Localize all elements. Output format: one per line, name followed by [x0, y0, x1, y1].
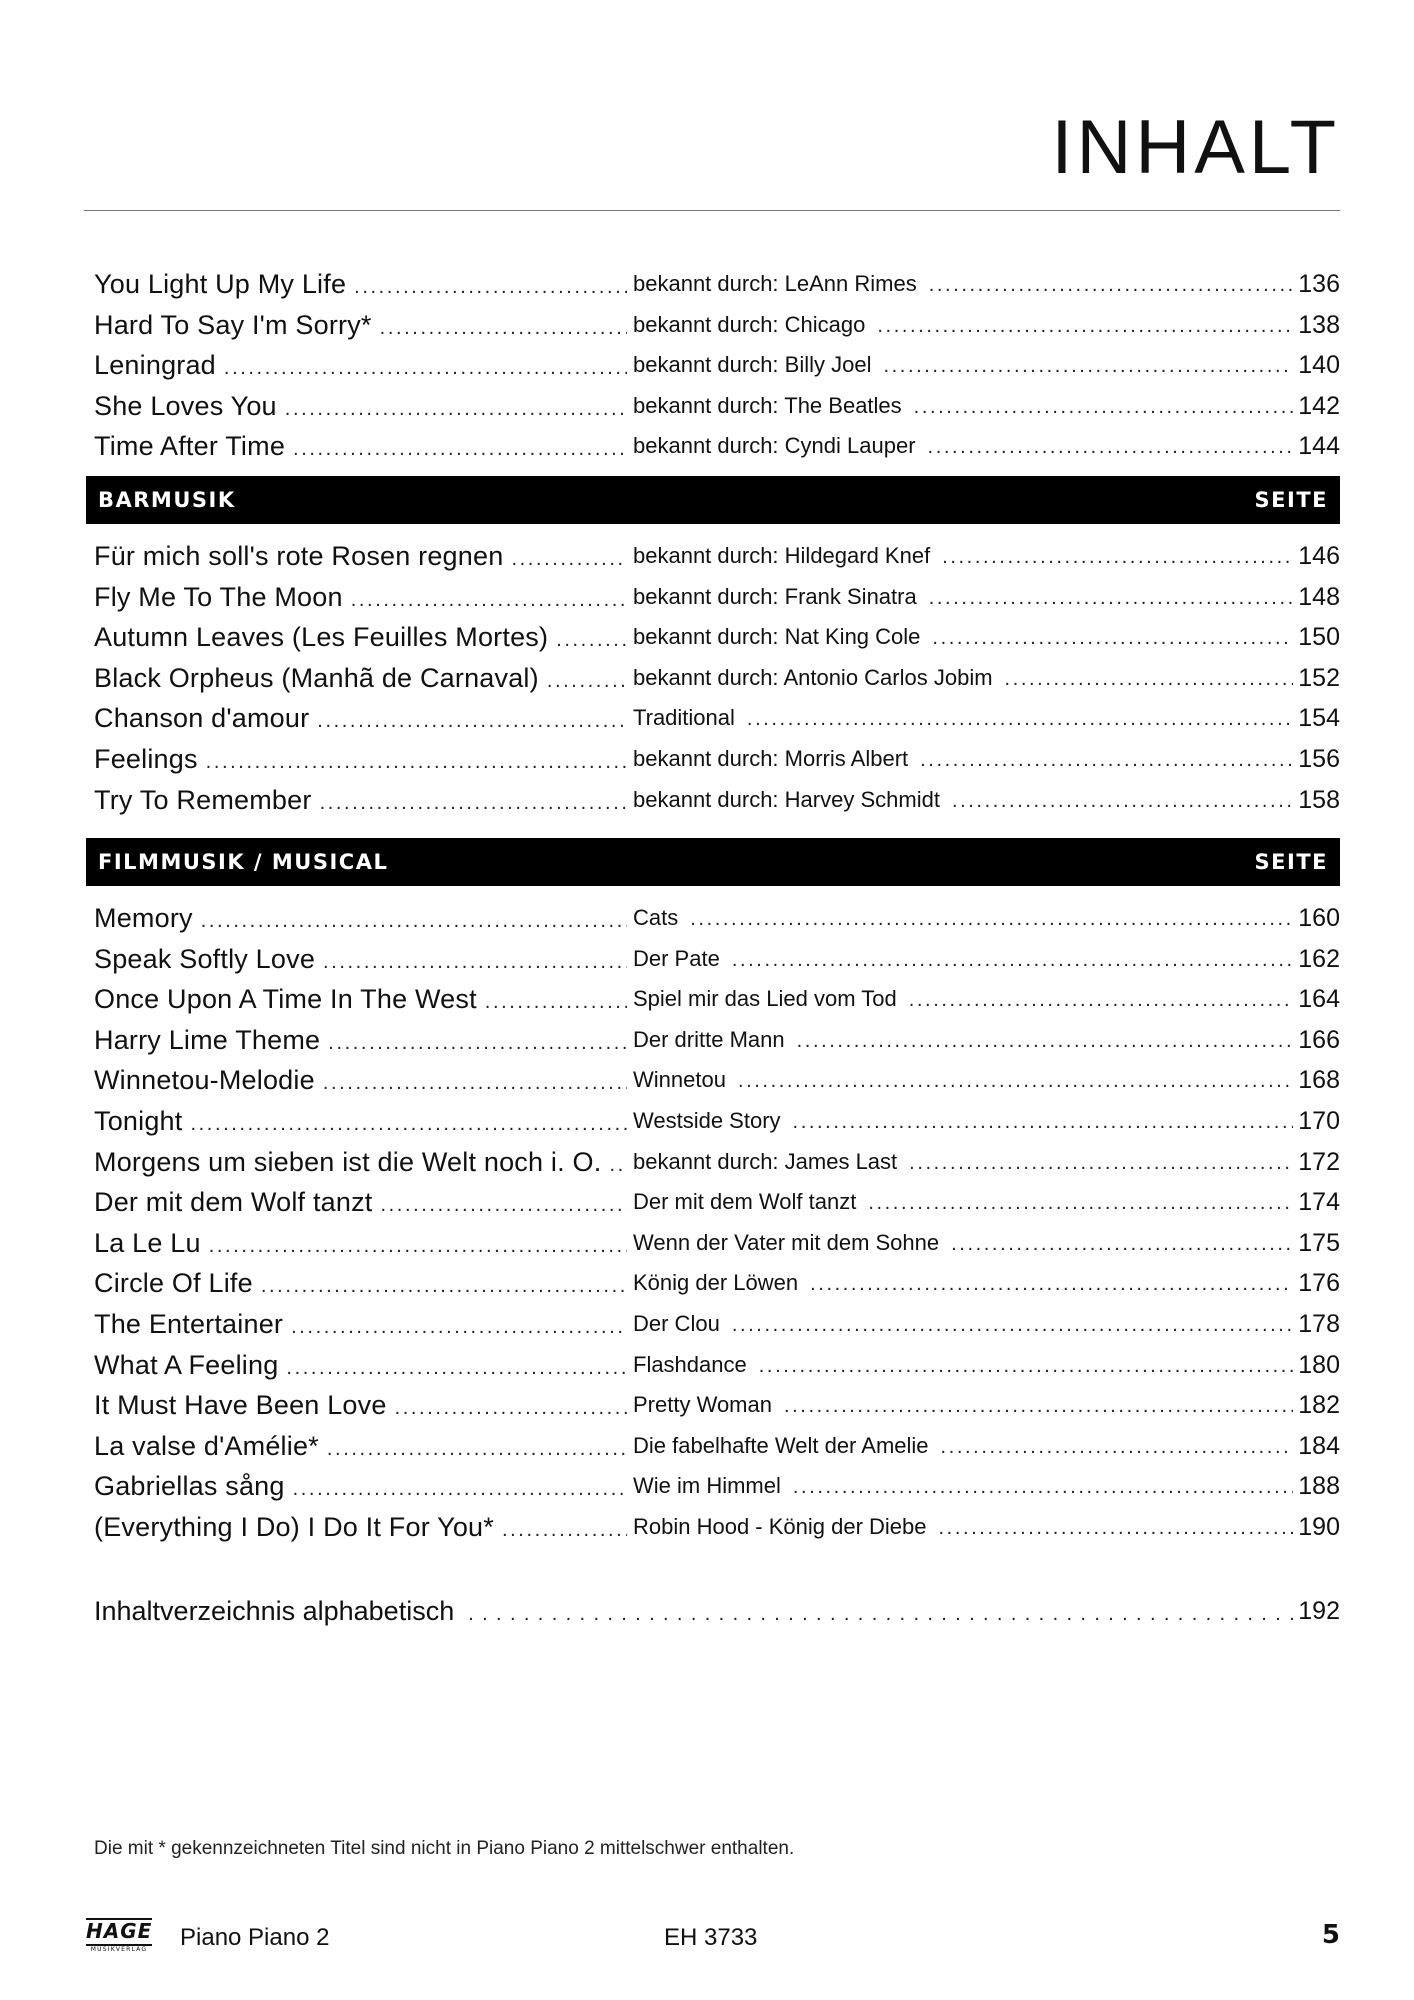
- toc-entry-title: The Entertainer: [94, 1308, 284, 1339]
- dot-leader: [941, 1427, 1293, 1467]
- toc-entry-page: 138: [1298, 310, 1340, 339]
- toc-entry-source: Der Clou: [633, 1310, 720, 1336]
- toc-entry-title-cell: [94, 1304, 627, 1345]
- toc-entry-source-cell: [633, 1142, 1293, 1183]
- dot-leader: [293, 1469, 627, 1507]
- toc-entry-source-cell: [633, 698, 1293, 739]
- toc-entry-page: 166: [1298, 1025, 1340, 1054]
- toc-entry-source: Wenn der Vater mit dem Sohne: [633, 1229, 940, 1255]
- toc-entry-source-cell: [633, 1263, 1293, 1304]
- toc-entry-page: 178: [1298, 1309, 1340, 1338]
- dot-leader: [690, 899, 1293, 939]
- toc-entry-title-cell: [94, 1466, 627, 1507]
- toc-entry-title: La Le Lu: [94, 1227, 201, 1258]
- toc-entry-source-cell: [633, 1304, 1293, 1345]
- toc-entry-page: 174: [1298, 1188, 1340, 1217]
- toc-entry-source: bekannt durch: Frank Sinatra: [633, 583, 917, 609]
- toc-entry[interactable]: [86, 698, 1340, 739]
- toc-entry-source: bekannt durch: Antonio Carlos Jobim: [633, 664, 993, 690]
- toc-entry-title: Morgens um sieben ist die Welt noch i. O.: [94, 1146, 602, 1177]
- toc-entry-source: Wie im Himmel: [633, 1473, 781, 1499]
- toc-entry-title-cell: [94, 739, 627, 780]
- toc-entry-page: 146: [1298, 542, 1340, 570]
- dot-leader: [323, 942, 627, 980]
- dot-leader: [323, 1063, 627, 1101]
- toc-entry[interactable]: [86, 780, 1340, 821]
- toc-entry-title: Once Upon A Time In The West: [94, 984, 477, 1015]
- toc-entry-title-cell: [94, 1385, 627, 1426]
- dot-leader: [291, 1307, 627, 1345]
- toc-entry-source: bekannt durch: Harvey Schmidt: [633, 786, 940, 812]
- book-title: Piano Piano 2: [180, 1924, 330, 1951]
- toc-entry-title: Circle Of Life: [94, 1268, 253, 1299]
- toc-entry-title: Der mit dem Wolf tanzt: [94, 1187, 373, 1218]
- logo-wordmark: HAGE: [86, 1918, 152, 1946]
- toc-entry-source: Winnetou: [633, 1067, 726, 1093]
- dot-leader: [909, 1143, 1293, 1183]
- dot-leader: [797, 1021, 1293, 1061]
- toc-entry-page: 192: [1298, 1597, 1340, 1625]
- toc-entry-source: Flashdance: [633, 1351, 747, 1377]
- page-number: 5: [1321, 1920, 1340, 1950]
- toc-entry-title-cell: [94, 386, 627, 427]
- toc-entry-page: 154: [1298, 704, 1340, 733]
- toc-entry-source: bekannt durch: Hildegard Knef: [633, 543, 931, 568]
- dot-leader: [1005, 659, 1293, 699]
- section-header-page-label: SEITE: [1254, 488, 1328, 512]
- toc-entry-source-cell: [633, 577, 1293, 618]
- toc-entry-source-cell: [633, 1020, 1293, 1061]
- dot-leader: [868, 1183, 1293, 1223]
- dot-leader: [914, 387, 1293, 427]
- toc-group-intro: [86, 264, 1340, 467]
- toc-entry[interactable]: [86, 739, 1340, 780]
- toc-entry[interactable]: [86, 1466, 1340, 1507]
- toc-entry-title-cell: [94, 979, 627, 1020]
- dot-leader: [328, 1023, 627, 1061]
- toc-entry-title: She Loves You: [94, 390, 277, 421]
- toc-entry-page: 170: [1298, 1106, 1340, 1135]
- toc-entry-title-cell: [94, 1142, 627, 1183]
- dot-leader: [320, 783, 627, 821]
- toc-entry-page: 182: [1298, 1391, 1340, 1420]
- toc-entry-source: bekannt durch: Chicago: [633, 311, 866, 337]
- toc-entry-source-cell: [633, 1466, 1293, 1507]
- dot-leader: [929, 578, 1293, 618]
- toc-entry-source-cell: [633, 264, 1293, 305]
- toc-entry-page: 162: [1298, 944, 1340, 973]
- toc-entry-title-cell: [94, 1345, 627, 1386]
- toc-group-filmmusik: [86, 898, 1340, 1548]
- toc-entry-title-cell: [94, 1101, 627, 1142]
- page-footer: [0, 1918, 1414, 1968]
- toc-entry[interactable]: [86, 1263, 1340, 1304]
- toc-entry-title: It Must Have Been Love: [94, 1390, 387, 1421]
- toc-entry-source: Der mit dem Wolf tanzt: [633, 1189, 857, 1215]
- toc-entry-title-cell: [94, 1263, 627, 1304]
- dot-leader: [468, 1594, 1293, 1632]
- toc-entry[interactable]: [86, 264, 1340, 305]
- section-header-barmusik: [86, 476, 1340, 524]
- dot-leader: [810, 1264, 1293, 1304]
- toc-entry[interactable]: [86, 658, 1340, 699]
- toc-entry-source-cell: [633, 1060, 1293, 1101]
- dot-leader: [285, 389, 627, 427]
- dot-leader: [929, 265, 1293, 305]
- toc-entry-page: 176: [1298, 1269, 1340, 1298]
- toc-entry-page: 188: [1298, 1472, 1340, 1501]
- toc-entry-page: 152: [1298, 663, 1340, 692]
- toc-entry-source: bekannt durch: Morris Albert: [633, 745, 909, 771]
- toc-entry-source-cell: [633, 898, 1293, 939]
- dot-leader: [952, 781, 1293, 821]
- dot-leader: [380, 308, 627, 346]
- dot-leader: [380, 1185, 627, 1223]
- dot-leader: [547, 661, 627, 699]
- toc-entry-title-cell: [94, 577, 627, 618]
- dot-leader: [293, 429, 627, 467]
- toc-entry-page: 148: [1298, 582, 1340, 611]
- toc-entry-source: bekannt durch: Nat King Cole: [633, 624, 921, 650]
- section-header-filmmusik: [86, 838, 1340, 886]
- toc-entry-source-cell: [633, 536, 1293, 577]
- toc-entry-source-cell: [633, 739, 1293, 780]
- dot-leader: [354, 267, 627, 305]
- toc-entry-title-cell: [94, 780, 627, 821]
- toc-entry-source: bekannt durch: James Last: [633, 1148, 898, 1174]
- toc-entry-source: Westside Story: [633, 1107, 781, 1133]
- dot-leader: [939, 1508, 1293, 1548]
- logo-subtext: MUSIKVERLAG: [90, 1946, 148, 1953]
- toc-entry-source: Traditional: [633, 705, 735, 731]
- toc-entry-title-cell: [94, 1182, 627, 1223]
- toc-entry-source-cell: [633, 1345, 1293, 1386]
- toc-entry[interactable]: [86, 1426, 1340, 1467]
- dot-leader: [224, 348, 627, 386]
- dot-leader: [556, 620, 627, 658]
- toc-entry[interactable]: [86, 617, 1340, 658]
- dot-leader: [883, 346, 1293, 386]
- toc-entry[interactable]: [86, 979, 1340, 1020]
- toc-entry-title: Try To Remember: [94, 784, 312, 815]
- toc-entry-title: Autumn Leaves (Les Feuilles Mortes): [94, 622, 549, 653]
- toc-entry-title: Leningrad: [94, 350, 216, 381]
- toc-entry-source: bekannt durch: Cyndi Lauper: [633, 433, 916, 459]
- section-header-page-label: SEITE: [1254, 850, 1328, 874]
- toc-entry[interactable]: [86, 1101, 1340, 1142]
- dot-leader: [793, 1102, 1293, 1142]
- toc-entry-title-cell: [94, 1223, 627, 1264]
- dot-leader: [932, 618, 1293, 658]
- toc-entry-source-cell: [633, 1507, 1293, 1548]
- toc-entry-title-cell: [94, 1060, 627, 1101]
- toc-entry-page: 140: [1298, 351, 1340, 380]
- toc-entry[interactable]: [86, 345, 1340, 386]
- toc-entry-title: Chanson d'amour: [94, 703, 310, 734]
- toc-entry-source: Robin Hood - König der Diebe: [633, 1513, 927, 1539]
- toc-entry-title-cell: [94, 264, 627, 305]
- toc-entry-source-cell: [633, 939, 1293, 980]
- toc-entry-page: 160: [1298, 904, 1340, 932]
- dot-leader: [759, 1346, 1293, 1386]
- toc-entry-title: Tonight: [94, 1105, 183, 1136]
- edition-number: EH 3733: [664, 1924, 758, 1951]
- toc-entry-page: 168: [1298, 1066, 1340, 1095]
- toc-entry-source-cell: [633, 345, 1293, 386]
- dot-leader: [928, 427, 1293, 467]
- dot-leader: [395, 1388, 627, 1426]
- toc-entry-page: 190: [1298, 1512, 1340, 1541]
- toc-entry-title-cell: [94, 536, 627, 577]
- toc-entry-title-cell: [94, 345, 627, 386]
- toc-entry-source-cell: [633, 386, 1293, 427]
- toc-entry-page: 136: [1298, 270, 1340, 298]
- toc-entry-page: 180: [1298, 1350, 1340, 1379]
- toc-entry[interactable]: [86, 1345, 1340, 1386]
- toc-entry-title: Harry Lime Theme: [94, 1024, 321, 1055]
- toc-group-barmusik: [86, 536, 1340, 820]
- toc-entry-title-cell: [94, 939, 627, 980]
- dot-leader: [317, 701, 627, 739]
- dot-leader: [784, 1386, 1293, 1426]
- dot-leader: [206, 742, 627, 780]
- toc-entry-source: Cats: [633, 905, 679, 930]
- toc-entry-title-cell: [94, 426, 627, 467]
- publisher-logo: [86, 1918, 152, 1956]
- page-title: INHALT: [1051, 105, 1340, 190]
- toc-entry-title-cell: [94, 305, 627, 346]
- toc-entry-source: bekannt durch: Billy Joel: [633, 352, 872, 378]
- toc-entry-title-cell: [94, 1020, 627, 1061]
- toc-entry-source-cell: [633, 1182, 1293, 1223]
- toc-entry-source-cell: [633, 1101, 1293, 1142]
- toc-entry-source-cell: [633, 1426, 1293, 1467]
- toc-entry-title: What A Feeling: [94, 1349, 279, 1380]
- toc-entry-source: Die fabelhafte Welt der Amelie: [633, 1432, 929, 1458]
- footnote: Die mit * gekennzeichneten Titel sind nicht in Piano Piano 2 mittelschwer enthalten.: [94, 1838, 795, 1859]
- toc-entry[interactable]: [86, 1507, 1340, 1548]
- toc-entry-page: 156: [1298, 744, 1340, 773]
- toc-entry[interactable]: [86, 1182, 1340, 1223]
- dot-leader: [738, 1061, 1293, 1101]
- toc-entry-page: 142: [1298, 391, 1340, 420]
- dot-leader: [351, 580, 627, 618]
- toc-entry[interactable]: [86, 1142, 1340, 1183]
- toc-entry-title: Feelings: [94, 743, 198, 774]
- toc-entry-title-cell: [94, 698, 627, 739]
- toc-entry-source: König der Löwen: [633, 1270, 799, 1296]
- toc-entry-page: 158: [1298, 785, 1340, 814]
- toc-entry[interactable]: [86, 536, 1340, 577]
- toc-entry-title: Hard To Say I'm Sorry*: [94, 309, 372, 340]
- toc-entry-source-cell: [633, 780, 1293, 821]
- toc-entry[interactable]: [86, 386, 1340, 427]
- toc-entry-source-cell: [633, 617, 1293, 658]
- toc-entry-source: bekannt durch: LeAnn Rimes: [633, 271, 917, 296]
- dot-leader: [511, 539, 627, 577]
- dot-leader: [951, 1224, 1293, 1264]
- toc-entry[interactable]: [86, 1020, 1340, 1061]
- toc-entry-source-cell: [633, 305, 1293, 346]
- toc-entry-title: Für mich soll's rote Rosen regnen: [94, 541, 504, 571]
- dot-leader: [327, 1429, 627, 1467]
- toc-entry-title: You Light Up My Life: [94, 269, 347, 299]
- dot-leader: [909, 980, 1293, 1020]
- toc-entry-title-cell: [94, 898, 627, 939]
- dot-leader: [747, 699, 1293, 739]
- toc-entry[interactable]: [86, 426, 1340, 467]
- dot-leader: [502, 1510, 627, 1548]
- toc-entry-source-cell: [633, 658, 1293, 699]
- dot-leader: [942, 537, 1293, 577]
- toc-entry-title: Speak Softly Love: [94, 943, 316, 974]
- section-header-label: BARMUSIK: [98, 488, 236, 512]
- toc-entry-page: 164: [1298, 985, 1340, 1014]
- toc-entry-source: Spiel mir das Lied vom Tod: [633, 986, 897, 1012]
- dot-leader: [609, 1145, 627, 1183]
- toc-entry-title: Inhaltverzeichnis alphabetisch: [94, 1596, 455, 1626]
- dot-leader: [286, 1348, 627, 1386]
- toc-entry[interactable]: [86, 1304, 1340, 1345]
- toc-entry-title: (Everything I Do) I Do It For You*: [94, 1511, 494, 1542]
- toc-entry-title: Winnetou-Melodie: [94, 1065, 315, 1096]
- toc-entry-title: Gabriellas sång: [94, 1471, 285, 1502]
- toc-entry-source-cell: [633, 979, 1293, 1020]
- toc-entry[interactable]: [86, 1385, 1340, 1426]
- toc-entry[interactable]: [86, 939, 1340, 980]
- section-header-label: FILMMUSIK / MUSICAL: [98, 850, 389, 874]
- toc-entry-title-cell: [94, 1426, 627, 1467]
- toc-entry-index[interactable]: [86, 1591, 1340, 1632]
- toc-entry-source: bekannt durch: The Beatles: [633, 392, 902, 418]
- toc-entry-title: Memory: [94, 903, 193, 933]
- toc-entry[interactable]: [86, 1060, 1340, 1101]
- dot-leader: [793, 1467, 1293, 1507]
- dot-leader: [732, 940, 1293, 980]
- dot-leader: [485, 982, 627, 1020]
- toc-entry-title-cell: [94, 658, 627, 699]
- dot-leader: [920, 740, 1293, 780]
- toc-entry-source-cell: [633, 426, 1293, 467]
- toc-entry-page: 175: [1298, 1228, 1340, 1257]
- toc-entry-page: 184: [1298, 1431, 1340, 1460]
- dot-leader: [877, 306, 1293, 346]
- toc-entry-title: La valse d'Amélie*: [94, 1430, 319, 1461]
- dot-leader: [209, 1226, 627, 1264]
- toc-entry-source-cell: [633, 1223, 1293, 1264]
- toc-entry-source-cell: [633, 1385, 1293, 1426]
- toc-entry-title: Fly Me To The Moon: [94, 581, 343, 612]
- toc-entry-title: Time After Time: [94, 431, 286, 462]
- toc-entry-source: Der dritte Mann: [633, 1026, 785, 1052]
- dot-leader: [732, 1305, 1293, 1345]
- toc-entry-source: Pretty Woman: [633, 1392, 772, 1418]
- toc-entry[interactable]: [86, 577, 1340, 618]
- toc-entry-title-cell: [94, 1507, 627, 1548]
- toc-entry-page: 144: [1298, 432, 1340, 461]
- title-divider: [84, 210, 1340, 211]
- dot-leader: [201, 901, 627, 939]
- toc-entry-title-cell: [94, 617, 627, 658]
- toc-entry-page: 150: [1298, 623, 1340, 652]
- toc-entry[interactable]: [86, 1223, 1340, 1264]
- toc-entry-page: 172: [1298, 1147, 1340, 1176]
- toc-entry[interactable]: [86, 898, 1340, 939]
- dot-leader: [261, 1266, 627, 1304]
- dot-leader: [190, 1104, 627, 1142]
- toc-entry-source: Der Pate: [633, 945, 720, 971]
- toc-entry[interactable]: [86, 305, 1340, 346]
- toc-entry-title: Black Orpheus (Manhã de Carnaval): [94, 662, 539, 693]
